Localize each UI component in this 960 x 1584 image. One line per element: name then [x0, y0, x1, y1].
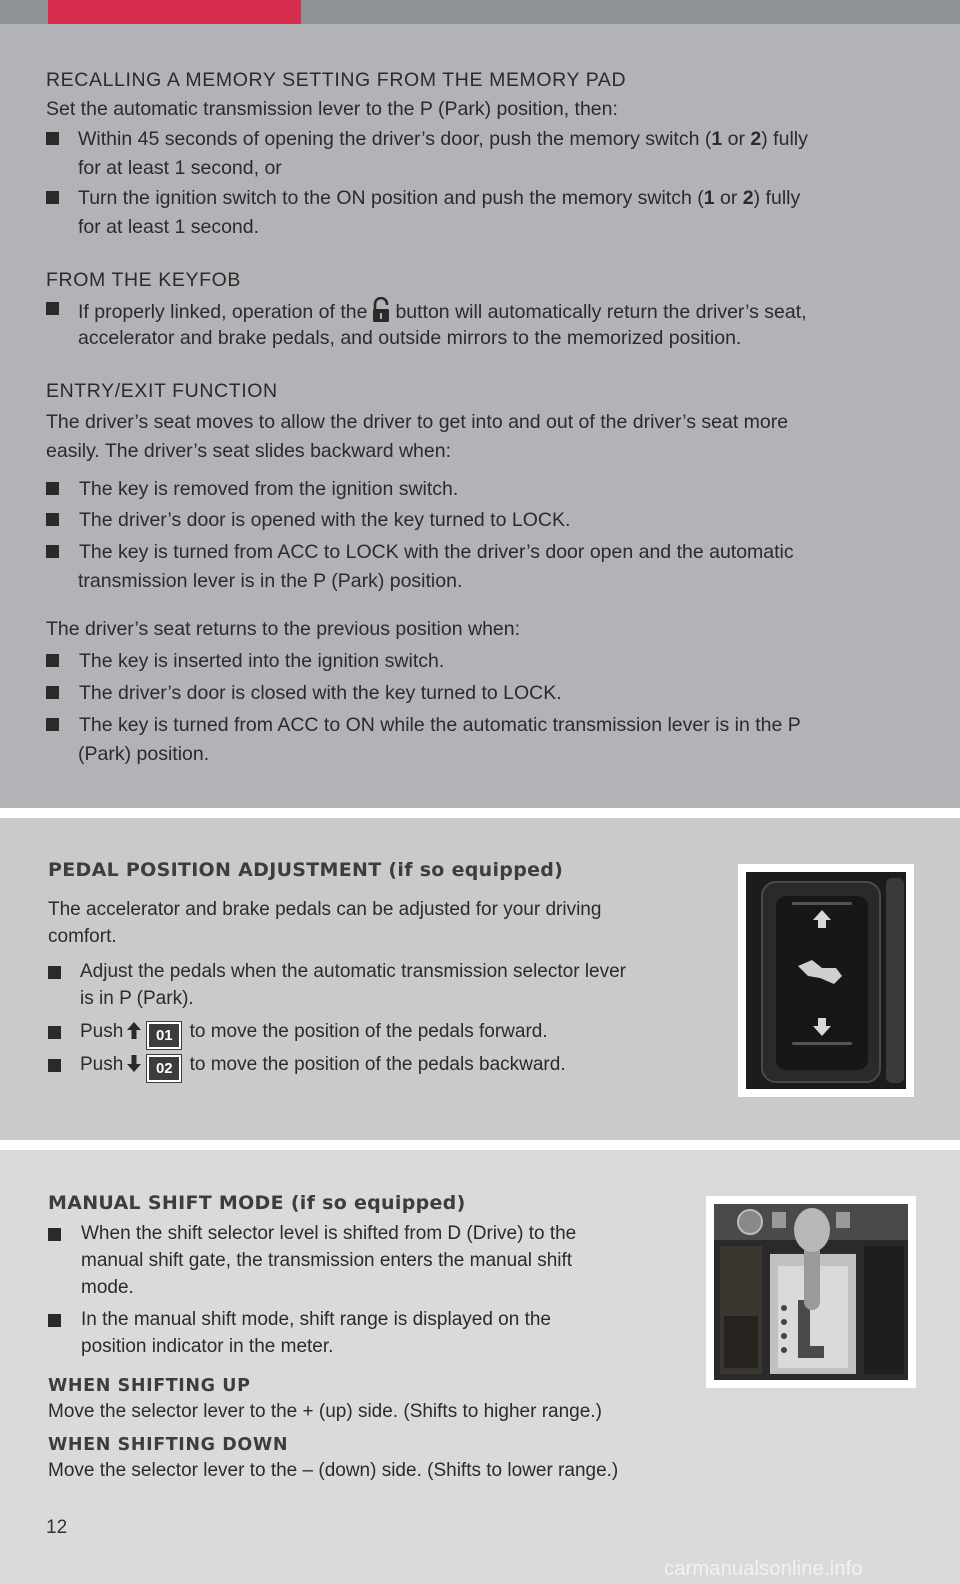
bullet-icon	[46, 191, 59, 204]
bullet-icon	[46, 654, 59, 667]
manual-bullet-2: In the manual shift mode, shift range is displayed on the	[81, 1309, 551, 1330]
bullet-icon	[46, 482, 59, 495]
manual-bullet-1-cont2: mode.	[81, 1277, 134, 1298]
pedal-para: The accelerator and brake pedals can be adjusted for your driving	[48, 899, 602, 920]
bullet-icon	[48, 1059, 61, 1072]
entry-para-1: The driver’s seat moves to allow the driver to get into and out of the driver’s seat more	[46, 411, 789, 433]
shift-down-heading: WHEN SHIFTING DOWN	[48, 1435, 289, 1455]
watermark: carmanualsonline.info	[664, 1558, 863, 1580]
shift-down-text: Move the selector lever to the – (down) side. (Shifts to lower range.)	[48, 1460, 619, 1481]
bullet-icon	[48, 1026, 61, 1039]
memory-intro: Set the automatic transmission lever to the P (Park) position, then:	[46, 98, 618, 120]
memory-bullet-2-cont: for at least 1 second.	[78, 216, 260, 238]
entry-para-1-cont: easily. The driver’s seat slides backward when:	[46, 440, 451, 462]
bullet-icon	[46, 132, 59, 145]
entry-heading: ENTRY/EXIT FUNCTION	[46, 380, 278, 402]
pedal-bullet-forward: Push 01 to move the position of the pedals forward.	[80, 1020, 548, 1049]
entry-bullet-6-cont: (Park) position.	[78, 743, 210, 765]
arrow-down-icon	[127, 1055, 141, 1072]
memory-bullet-1: Within 45 seconds of opening the driver’s door, push the memory switch (1 or 2) fully	[78, 128, 808, 150]
keyfob-bullet: If properly linked, operation of the button will automatically return the driver’s seat,	[78, 297, 807, 324]
entry-bullet-1: The key is removed from the ignition switch.	[79, 478, 459, 500]
bullet-icon	[48, 966, 61, 979]
manual-bullet-2-cont: position indicator in the meter.	[81, 1336, 334, 1357]
entry-bullet-3: The key is turned from ACC to LOCK with the driver’s door open and the automatic	[79, 541, 794, 563]
entry-bullet-2: The driver’s door is opened with the key turned to LOCK.	[79, 509, 571, 531]
unlock-icon	[371, 297, 391, 323]
arrow-up-icon	[127, 1022, 141, 1039]
memory-bullet-2: Turn the ignition switch to the ON position and push the memory switch (1 or 2) fully	[78, 187, 801, 209]
pedal-heading: PEDAL POSITION ADJUSTMENT (if so equipped)	[48, 859, 564, 881]
bullet-icon	[46, 513, 59, 526]
shift-up-text: Move the selector lever to the + (up) side. (Shifts to higher range.)	[48, 1401, 602, 1422]
bullet-icon	[46, 302, 59, 315]
shift-up-heading: WHEN SHIFTING UP	[48, 1376, 251, 1396]
entry-bullet-3-cont: transmission lever is in the P (Park) position.	[78, 570, 463, 592]
manual-heading: MANUAL SHIFT MODE (if so equipped)	[48, 1192, 466, 1214]
memory-heading: RECALLING A MEMORY SETTING FROM THE MEMORY PAD	[46, 69, 627, 91]
entry-bullet-6: The key is turned from ACC to ON while the automatic transmission lever is in the P	[79, 714, 801, 736]
badge-02: 02	[147, 1055, 181, 1082]
keyfob-heading: FROM THE KEYFOB	[46, 269, 241, 291]
entry-bullet-4: The key is inserted into the ignition switch.	[79, 650, 445, 672]
bullet-icon	[46, 718, 59, 731]
pedal-switch-photo	[738, 864, 914, 1097]
badge-01: 01	[147, 1022, 181, 1049]
bullet-icon	[48, 1314, 61, 1327]
pedal-para-cont: comfort.	[48, 926, 117, 947]
pedal-bullet-backward: Push 02 to move the position of the pedals backward.	[80, 1053, 566, 1082]
bullet-icon	[46, 545, 59, 558]
keyfob-bullet-cont: accelerator and brake pedals, and outside mirrors to the memorized position.	[78, 327, 742, 349]
pedal-bullet-1-cont: is in P (Park).	[80, 988, 194, 1009]
bullet-icon	[48, 1228, 61, 1241]
pedal-bullet-1: Adjust the pedals when the automatic transmission selector lever	[80, 961, 626, 982]
entry-para-2: The driver’s seat returns to the previous position when:	[46, 618, 521, 640]
manual-bullet-1-cont: manual shift gate, the transmission enters the manual shift	[81, 1250, 573, 1271]
top-bar	[0, 0, 960, 24]
entry-bullet-5: The driver’s door is closed with the key turned to LOCK.	[79, 682, 562, 704]
memory-bullet-1-cont: for at least 1 second, or	[78, 157, 282, 179]
shift-lever-photo	[706, 1196, 916, 1388]
page-number: 12	[46, 1517, 68, 1538]
accent-tab	[48, 0, 301, 24]
manual-bullet-1: When the shift selector level is shifted from D (Drive) to the	[81, 1223, 577, 1244]
bullet-icon	[46, 686, 59, 699]
